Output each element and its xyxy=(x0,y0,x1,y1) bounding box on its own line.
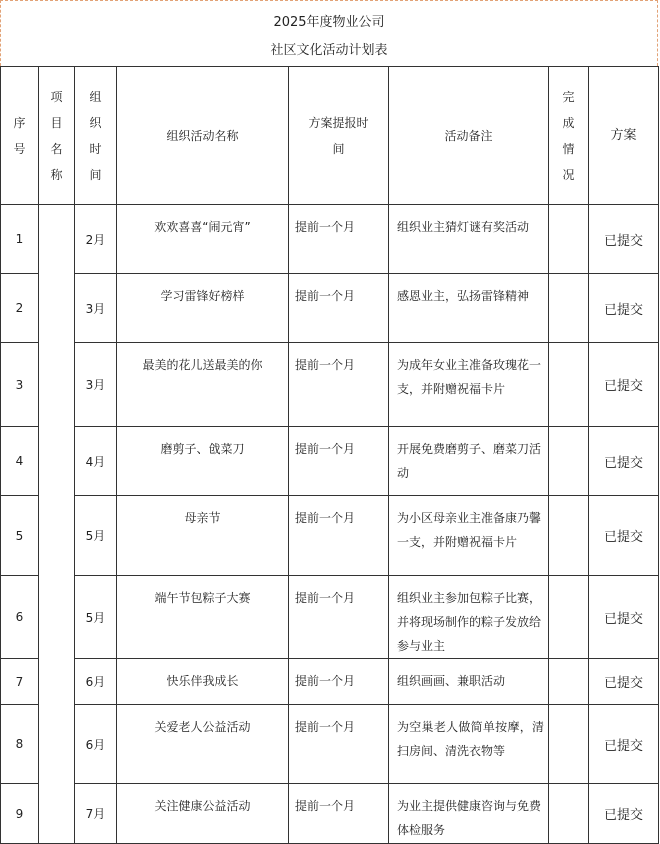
header-proposal-time: 方案提报时 间 xyxy=(289,67,389,205)
cell-seq: 8 xyxy=(1,705,39,784)
table-row xyxy=(1,205,659,274)
cell-proposal-time: 提前一个月 xyxy=(289,343,389,427)
document-subtitle: 社区文化活动计划表 xyxy=(270,43,388,58)
cell-plan: 已提交 xyxy=(589,705,659,784)
document-title: 2025年度物业公司 xyxy=(273,15,385,30)
cell-month: 4月 xyxy=(75,427,117,496)
cell-seq: 3 xyxy=(1,343,39,427)
header-seq: 序 号 xyxy=(1,67,39,205)
table-row xyxy=(1,427,659,496)
cell-status xyxy=(549,784,589,844)
table-row xyxy=(1,659,659,705)
header-item-name: 项 目 名 称 xyxy=(39,67,75,205)
cell-status xyxy=(549,343,589,427)
cell-activity-name: 关爱老人公益活动 xyxy=(117,705,289,784)
cell-month: 6月 xyxy=(75,705,117,784)
header-completion: 完 成 情 况 xyxy=(549,67,589,205)
table-header-row xyxy=(1,67,659,205)
cell-seq: 7 xyxy=(1,659,39,705)
cell-note: 组织画画、兼职活动 xyxy=(389,659,549,705)
title-area xyxy=(0,0,658,66)
cell-month: 5月 xyxy=(75,496,117,576)
cell-status xyxy=(549,576,589,659)
cell-proposal-time: 提前一个月 xyxy=(289,205,389,274)
table-row xyxy=(1,274,659,343)
cell-month: 7月 xyxy=(75,784,117,844)
cell-item-name xyxy=(39,205,75,844)
cell-status xyxy=(549,705,589,784)
cell-activity-name: 欢欢喜喜“闹元宵” xyxy=(117,205,289,274)
cell-status xyxy=(549,205,589,274)
cell-status xyxy=(549,427,589,496)
cell-activity-name: 最美的花儿送最美的你 xyxy=(117,343,289,427)
cell-month: 6月 xyxy=(75,659,117,705)
cell-proposal-time: 提前一个月 xyxy=(289,784,389,844)
cell-status xyxy=(549,496,589,576)
cell-note: 开展免费磨剪子、磨菜刀活动 xyxy=(389,427,549,496)
cell-seq: 5 xyxy=(1,496,39,576)
cell-plan: 已提交 xyxy=(589,343,659,427)
cell-month: 5月 xyxy=(75,576,117,659)
cell-proposal-time: 提前一个月 xyxy=(289,427,389,496)
cell-seq: 6 xyxy=(1,576,39,659)
cell-proposal-time: 提前一个月 xyxy=(289,705,389,784)
cell-plan: 已提交 xyxy=(589,784,659,844)
cell-activity-name: 关注健康公益活动 xyxy=(117,784,289,844)
header-org-time: 组 织 时 间 xyxy=(75,67,117,205)
cell-activity-name: 学习雷锋好榜样 xyxy=(117,274,289,343)
cell-proposal-time: 提前一个月 xyxy=(289,659,389,705)
header-plan: 方案 xyxy=(589,67,659,205)
header-notes: 活动备注 xyxy=(389,67,549,205)
cell-month: 3月 xyxy=(75,343,117,427)
cell-seq: 9 xyxy=(1,784,39,844)
cell-proposal-time: 提前一个月 xyxy=(289,576,389,659)
table-row xyxy=(1,576,659,659)
cell-plan: 已提交 xyxy=(589,576,659,659)
cell-plan: 已提交 xyxy=(589,427,659,496)
cell-note: 组织业主猜灯谜有奖活动 xyxy=(389,205,549,274)
cell-note: 为业主提供健康咨询与免费体检服务 xyxy=(389,784,549,844)
cell-plan: 已提交 xyxy=(589,274,659,343)
table-row xyxy=(1,343,659,427)
cell-proposal-time: 提前一个月 xyxy=(289,496,389,576)
cell-activity-name: 快乐伴我成长 xyxy=(117,659,289,705)
cell-plan: 已提交 xyxy=(589,205,659,274)
cell-note: 感恩业主，弘扬雷锋精神 xyxy=(389,274,549,343)
table-row xyxy=(1,496,659,576)
cell-note: 为小区母亲业主准备康乃馨一支，并附赠祝福卡片 xyxy=(389,496,549,576)
cell-plan: 已提交 xyxy=(589,496,659,576)
cell-note: 为成年女业主准备玫瑰花一支，并附赠祝福卡片 xyxy=(389,343,549,427)
cell-note: 为空巢老人做简单按摩，清扫房间、清洗衣物等 xyxy=(389,705,549,784)
cell-month: 2月 xyxy=(75,205,117,274)
activity-plan-table xyxy=(0,66,659,844)
table-row xyxy=(1,784,659,844)
cell-activity-name: 端午节包粽子大赛 xyxy=(117,576,289,659)
header-activity-name: 组织活动名称 xyxy=(117,67,289,205)
cell-month: 3月 xyxy=(75,274,117,343)
cell-note: 组织业主参加包粽子比赛，并将现场制作的粽子发放给参与业主 xyxy=(389,576,549,659)
cell-status xyxy=(549,274,589,343)
cell-activity-name: 磨剪子、戗菜刀 xyxy=(117,427,289,496)
cell-plan: 已提交 xyxy=(589,659,659,705)
cell-seq: 2 xyxy=(1,274,39,343)
cell-status xyxy=(549,659,589,705)
cell-seq: 4 xyxy=(1,427,39,496)
cell-seq: 1 xyxy=(1,205,39,274)
table-row xyxy=(1,705,659,784)
cell-activity-name: 母亲节 xyxy=(117,496,289,576)
cell-proposal-time: 提前一个月 xyxy=(289,274,389,343)
